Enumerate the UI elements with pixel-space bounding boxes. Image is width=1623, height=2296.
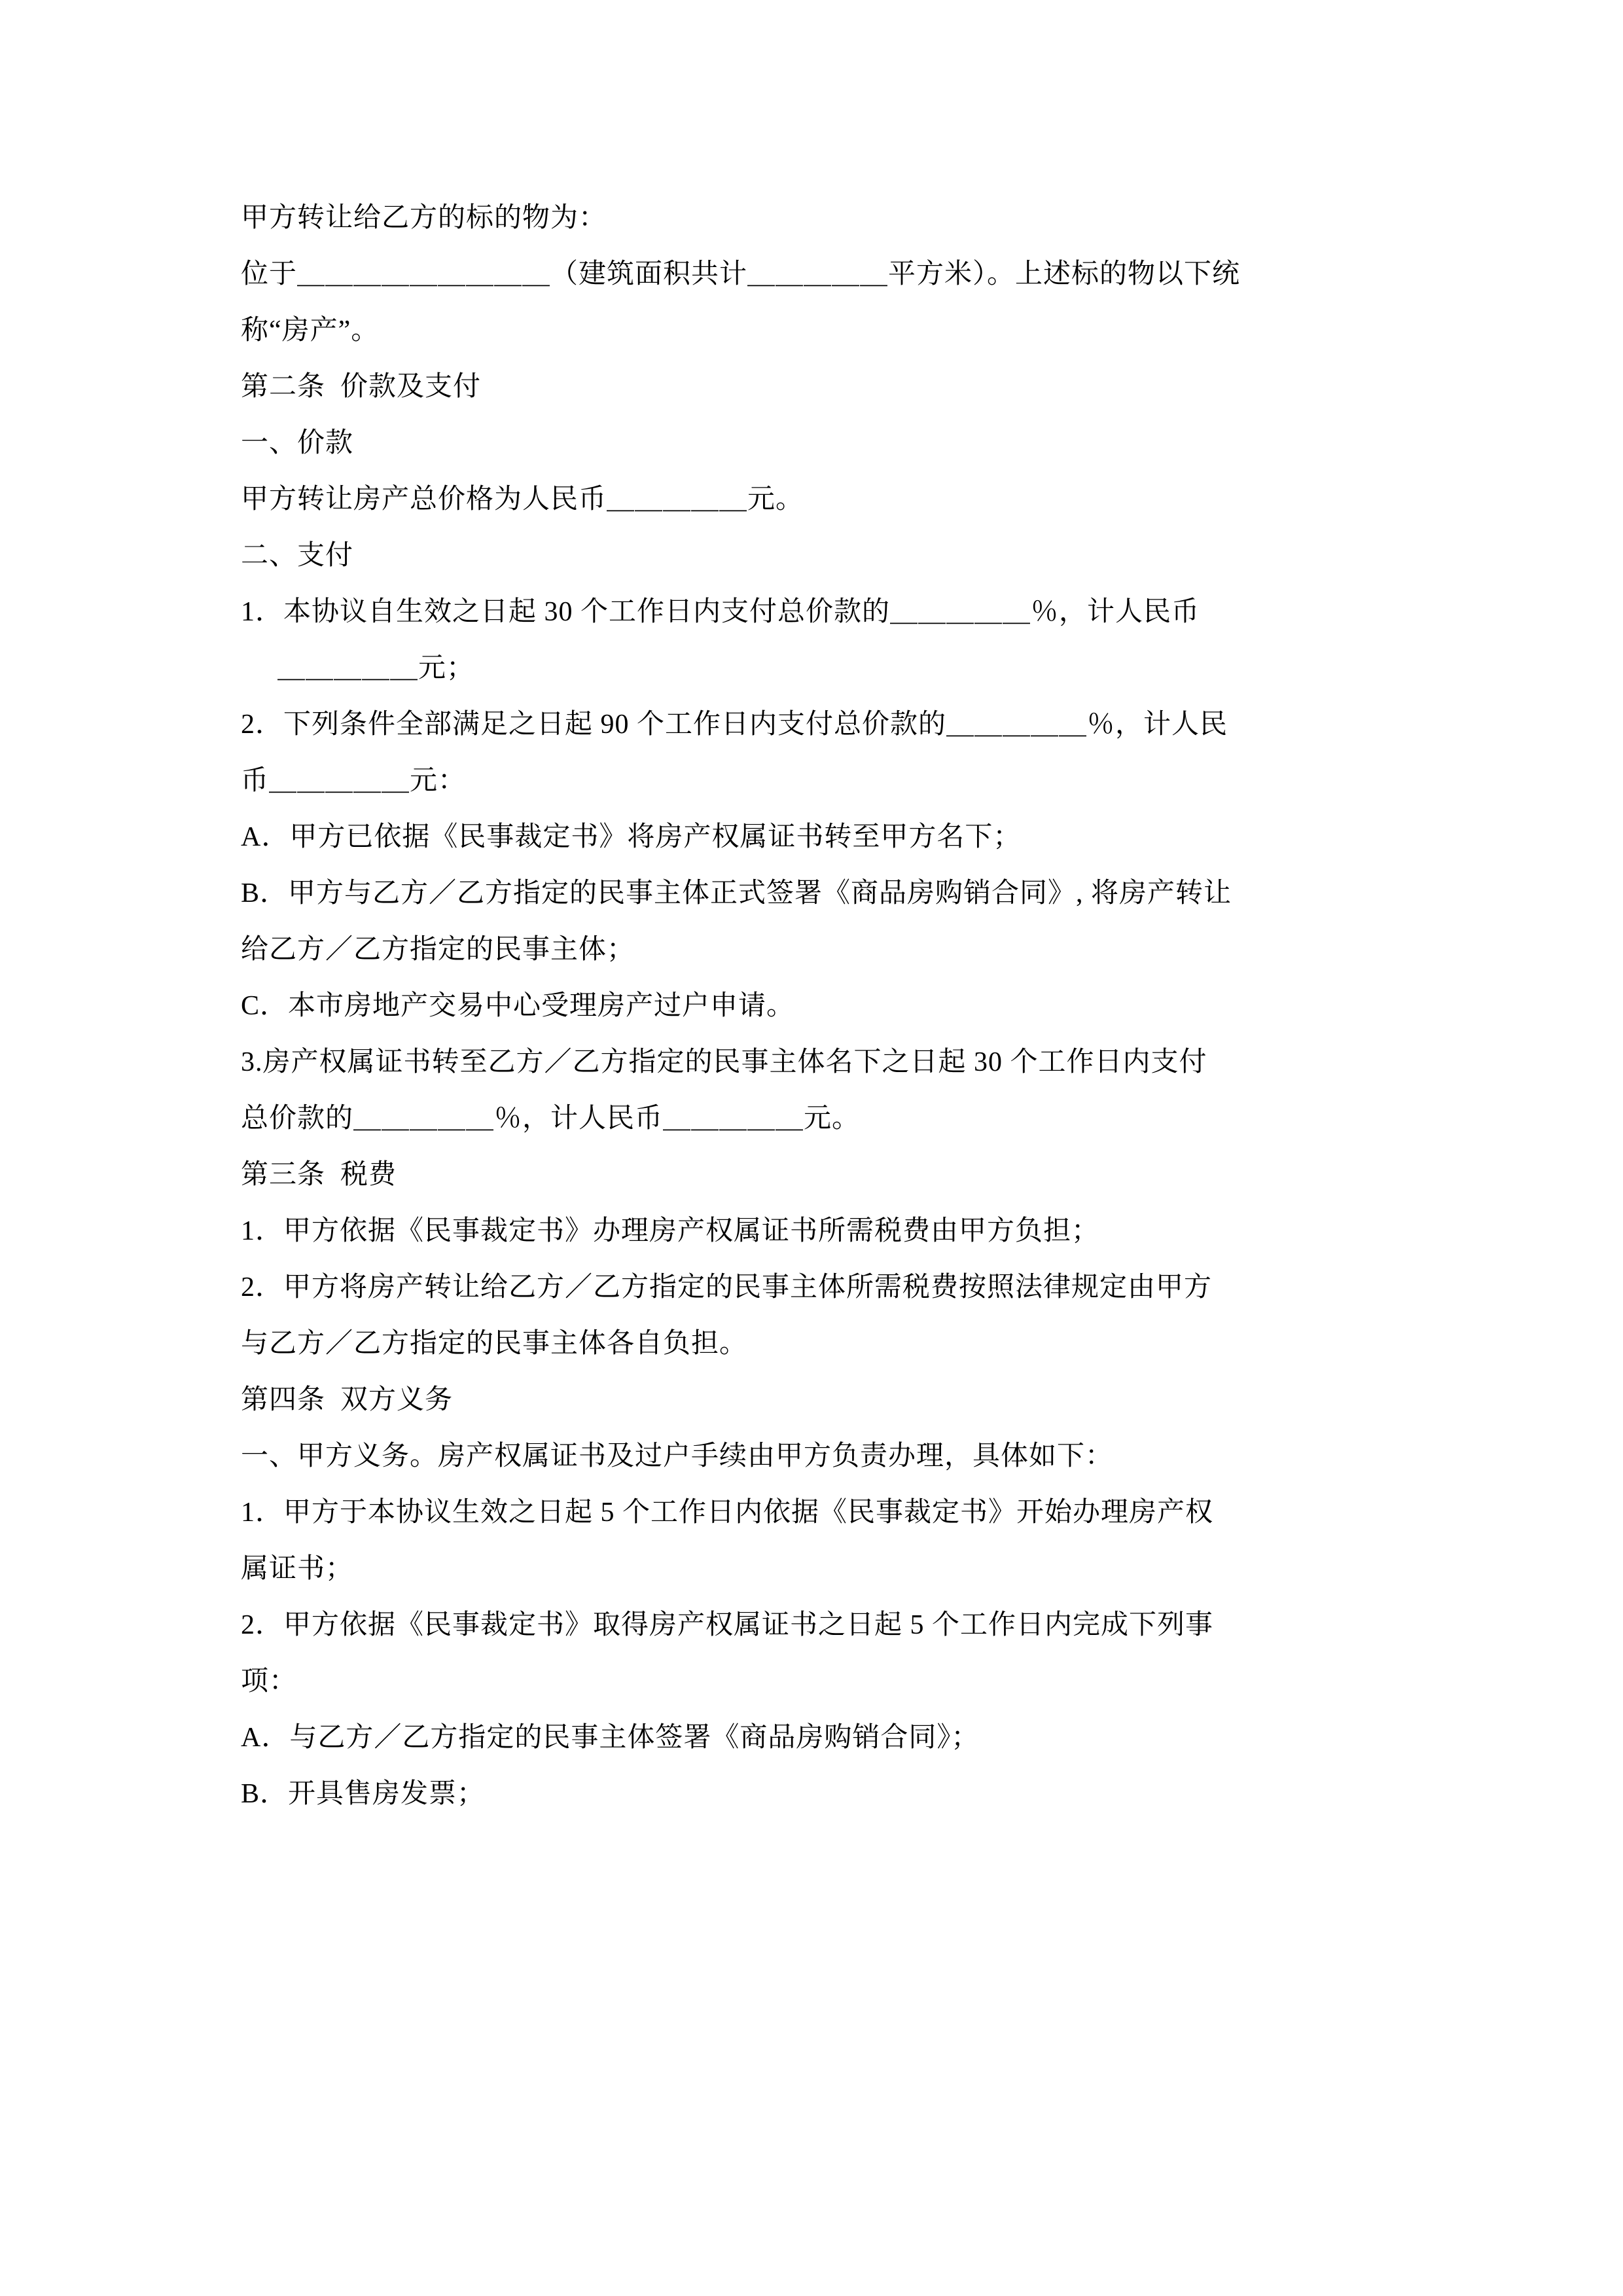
paragraph: C．本市房地产交易中心受理房产过户申请。 [241, 991, 795, 1021]
paragraph: 位于＿＿＿＿＿＿＿＿＿（建筑面积共计＿＿＿＿＿平方米）。上述标的物以下统 [241, 259, 1241, 289]
subsection-heading: 一、价款 [241, 428, 354, 458]
paragraph: ＿＿＿＿＿元； [277, 653, 475, 683]
subsection-heading: 二、支付 [241, 541, 354, 571]
paragraph: 3.房产权属证书转至乙方／乙方指定的民事主体名下之日起 30 个工作日内支付 [241, 1047, 1207, 1077]
paragraph: 甲方转让房产总价格为人民币＿＿＿＿＿元。 [241, 484, 804, 514]
paragraph: 2．甲方将房产转让给乙方／乙方指定的民事主体所需税费按照法律规定由甲方 [241, 1272, 1213, 1302]
paragraph: 甲方转让给乙方的标的物为： [241, 203, 607, 233]
section-heading: 第三条 税费 [241, 1160, 397, 1190]
section-heading: 第四条 双方义务 [241, 1385, 454, 1415]
paragraph: 1．甲方于本协议生效之日起 5 个工作日内依据《民事裁定书》开始办理房产权 [241, 1498, 1214, 1528]
paragraph: 总价款的＿＿＿＿＿％，计人民币＿＿＿＿＿元。 [241, 1103, 861, 1134]
section-heading: 第二条 价款及支付 [241, 372, 482, 402]
paragraph: 2．甲方依据《民事裁定书》取得房产权属证书之日起 5 个工作日内完成下列事 [241, 1610, 1214, 1640]
paragraph: 与乙方／乙方指定的民事主体各自负担。 [241, 1329, 748, 1359]
paragraph: 一、甲方义务。房产权属证书及过户手续由甲方负责办理，具体如下： [241, 1441, 1114, 1471]
document-body [241, 190, 1399, 1822]
paragraph: 称“房产”。 [241, 315, 380, 346]
paragraph: 2．下列条件全部满足之日起 90 个工作日内支付总价款的＿＿＿＿＿％，计人民 [241, 709, 1228, 740]
paragraph: 给乙方／乙方指定的民事主体； [241, 935, 635, 965]
paragraph: A．与乙方／乙方指定的民事主体签署《商品房购销合同》； [241, 1723, 980, 1753]
paragraph: B．开具售房发票； [241, 1779, 486, 1809]
paragraph: 1．甲方依据《民事裁定书》办理房产权属证书所需税费由甲方负担； [241, 1216, 1100, 1246]
paragraph: 币＿＿＿＿＿元： [241, 766, 467, 796]
paragraph: B．甲方与乙方／乙方指定的民事主体正式签署《商品房购销合同》, 将房产转让 [241, 878, 1232, 908]
paragraph: A．甲方已依据《民事裁定书》将房产权属证书转至甲方名下； [241, 822, 1022, 852]
paragraph: 属证书； [241, 1554, 354, 1584]
paragraph: 1．本协议自生效之日起 30 个工作日内支付总价款的＿＿＿＿＿％，计人民币 [241, 597, 1200, 627]
paragraph: 项： [241, 1666, 298, 1696]
